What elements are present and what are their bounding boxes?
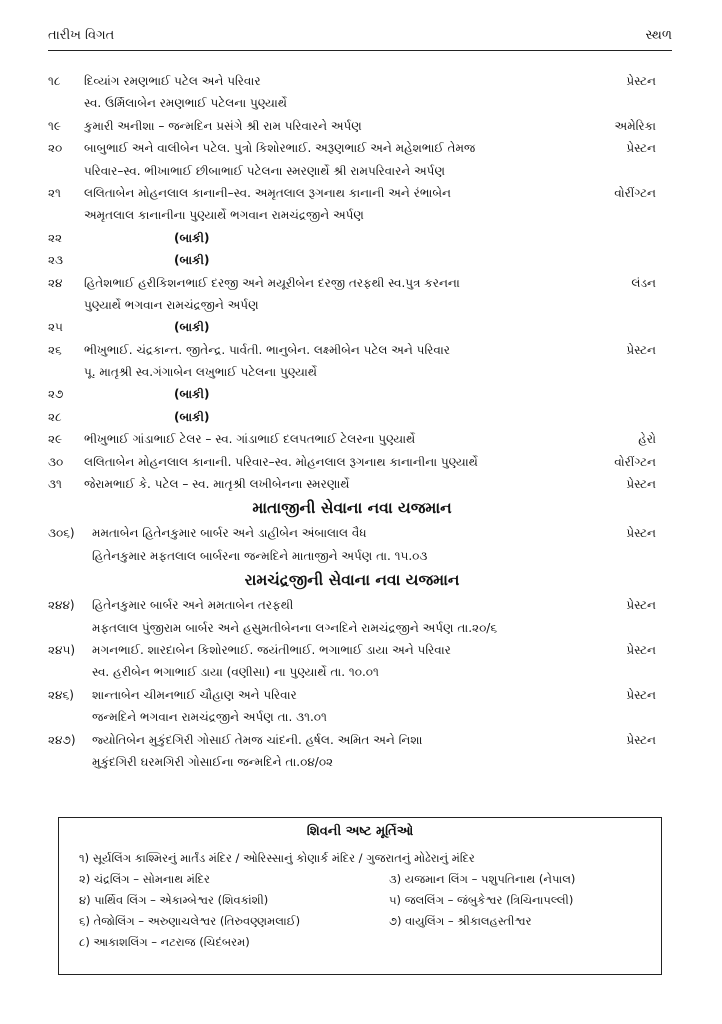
entry-text: જેરામભાઈ કે. પટેલ – સ્વ. માતૃશ્રી લખીબેનના સ્મરણાર્થે — [84, 477, 350, 492]
entry-number: ૨૫ — [48, 320, 63, 335]
entry-text: મુકુંદગિરી ઘરમગિરી ગોસાઈના જન્મદિને તા.૦૪/૦૨ — [92, 754, 334, 769]
entry-continuation — [48, 661, 656, 683]
entry-text: મગનભાઈ. શારદાબેન કિશોરભાઈ. જયંતીભાઈ. ભગાભાઈ ડાયા અને પરિવાર — [92, 642, 451, 657]
box-line-right: ૫) જલલિંગ – જંબુકેશ્વર (ત્રિચિનાપલ્લી) — [389, 893, 574, 907]
entry-text: લલિતાબેન મોહનલાલ કાનાની–સ્વ. અમૃતલાલ રૂગનાથ કાનાની અને રંભાબેન — [84, 185, 451, 200]
entry-text: ભીખુભાઈ ગાંડાભાઈ ટેલર – સ્વ. ગાંડાભાઈ દલપતભાઈ ટેલરના પુણ્યાર્થે — [84, 432, 416, 447]
entry-row — [48, 639, 656, 661]
header-place: સ્થળ — [645, 28, 672, 43]
entry-number: ૩૦૬) — [48, 526, 75, 541]
entry-row — [48, 406, 656, 428]
entry-row — [48, 684, 656, 706]
entry-number: ૧૯ — [48, 118, 61, 133]
entry-pending: (બાકી) — [174, 320, 210, 335]
entry-place: પ્રેસ્ટન — [626, 642, 656, 657]
box-line-right: ૭) વાયુલિંગ – શ્રીકાલહસ્તીશ્વર — [389, 914, 532, 928]
entry-text: કુમારી અનીશા – જન્મદિન પ્રસંગે શ્રી રામ પરિવારને અર્પણ — [84, 118, 362, 133]
entry-number: ૨૪૬) — [48, 687, 74, 702]
entry-row — [48, 451, 656, 473]
box-line-right: ૩) યજમાન લિંગ – પશુપતિનાથ (નેપાલ) — [389, 872, 576, 886]
entry-place: પ્રેસ્ટન — [626, 526, 656, 541]
entry-place: વોરીંગ્ટન — [614, 185, 656, 200]
entry-row — [48, 316, 656, 338]
entry-text: મફતલાલ પુંજીરામ બાર્બર અને હસુમતીબેનના લગ્નદિને રામચંદ્રજીને અર્પણ તા.૨૦/૬ — [92, 620, 498, 635]
entry-pending: (બાકી) — [174, 253, 210, 268]
entry-number: ૨૬ — [48, 342, 62, 357]
entry-continuation — [48, 160, 656, 182]
entry-number: ૨૭ — [48, 387, 64, 402]
entry-row — [48, 473, 656, 495]
entry-continuation — [48, 361, 656, 383]
entry-place: પ્રેસ્ટન — [626, 732, 656, 747]
entry-continuation — [48, 617, 656, 639]
box-line-left: ૨) ચંદ્રલિંગ – સોમનાથ મંદિર — [79, 872, 210, 886]
entry-row — [48, 182, 656, 204]
entry-place: પ્રેસ્ટન — [626, 74, 656, 88]
entry-text: સ્વ. હરીબેન ભગાભાઈ ડાયા (વણીસા) ના પુણ્યાર્થે તા. ૧૦.૦૧ — [92, 665, 379, 680]
box-line — [79, 848, 661, 869]
entry-place: હેરો — [638, 432, 656, 447]
entry-text: શાન્તાબેન ચીમનભાઈ ચૌહાણ અને પરિવાર — [92, 687, 297, 702]
entry-row — [48, 522, 656, 544]
entry-row — [48, 729, 656, 751]
entry-place: લંડન — [631, 275, 656, 290]
section-title: માતાજીની સેવાના નવા યજમાન — [252, 499, 452, 518]
entry-place: પ્રેસ્ટન — [626, 687, 656, 702]
entry-row — [48, 428, 656, 450]
entry-place: પ્રેસ્ટન — [626, 342, 656, 357]
entry-row — [48, 594, 656, 616]
entry-row — [48, 115, 656, 137]
column-header — [48, 28, 672, 43]
entry-continuation — [48, 204, 656, 226]
entry-number: ૨૪૭) — [48, 732, 76, 747]
box-line — [79, 932, 661, 953]
entry-number: ૨૧ — [48, 185, 61, 200]
entry-number: ૨૨ — [48, 230, 63, 245]
entry-number: ૧૮ — [48, 74, 61, 88]
box-line-left: ૬) તેજોલિંગ – અરુણાચલેશ્વર (તિરુવણ્ણમલાઈ) — [79, 914, 301, 928]
entry-row — [48, 383, 656, 405]
entry-place: પ્રેસ્ટન — [626, 477, 656, 492]
box-line — [79, 869, 661, 890]
entry-pending: (બાકી) — [174, 387, 210, 402]
entry-row — [48, 70, 656, 92]
entry-row — [48, 227, 656, 249]
entry-text: દિવ્યાંગ રમણભાઈ પટેલ અને પરિવાર — [84, 74, 261, 88]
entry-text: જન્મદિને ભગવાન રામચંદ્રજીને અર્પણ તા. ૩૧.૦૧ — [92, 710, 327, 725]
entry-text: પરિવાર–સ્વ. ભીખાભાઈ છીબાભાઈ પટેલના સ્મરણાર્થે શ્રી રામપરિવારને અર્પણ — [84, 163, 445, 178]
entry-continuation — [48, 294, 656, 316]
entry-text: પુણ્યાર્થે ભગવાન રામચંદ્રજીને અર્પણ — [84, 297, 259, 312]
entry-text: લલિતાબેન મોહનલાલ કાનાની. પરિવાર–સ્વ. મોહનલાલ રૂગનાથ કાનાનીના પુણ્યાર્થે — [84, 454, 478, 469]
entry-text: અમૃતલાલ કાનાનીના પુણ્યાર્થે ભગવાન રામચંદ્રજીને અર્પણ — [84, 208, 364, 223]
entry-number: ૨૪૫) — [48, 642, 76, 657]
entry-number: ૩૧ — [48, 477, 62, 492]
entry-place: પ્રેસ્ટન — [626, 141, 656, 156]
entry-number: ૨૩ — [48, 253, 64, 268]
shiva-murti-box — [58, 817, 662, 975]
entry-row — [48, 249, 656, 271]
entry-number: ૨૪૪) — [48, 598, 75, 613]
entry-place: અમેરિકા — [614, 118, 656, 133]
entry-text: હિતેનકુમાર બાર્બર અને મમતાબેન તરફથી — [92, 598, 294, 613]
entry-text: મમતાબેન હિતેનકુમાર બાર્બર અને ડાહીબેન અંબાલાલ વૈધ — [92, 526, 367, 541]
box-title: શિવની અષ્ટ મૂર્તિઓ — [306, 824, 414, 839]
box-line — [79, 911, 661, 932]
entry-text: સ્વ. ઉર્મિલાબેન રમણભાઈ પટેલના પુણ્યાર્થે — [84, 96, 287, 111]
box-line-text: ૮) આકાશલિંગ – નટરાજ (ચિદંબરમ) — [79, 935, 250, 949]
entry-text: હિતેનકુમાર મફતલાલ બાર્બરના જન્મદિને માતાજીને અર્પણ તા. ૧૫.૦૩ — [92, 548, 428, 563]
entry-number: ૨૮ — [48, 409, 62, 424]
entry-text: જ્યોતિબેન મુકુંદગિરી ગોસાઈ તેમજ ચાંદની. હર્ષલ. અમિત અને નિશા — [92, 732, 423, 747]
entry-continuation — [48, 706, 656, 728]
entry-text: બાબુભાઈ અને વાલીબેન પટેલ. પુત્રો કિશોરભાઈ. અરૂણભાઈ અને મહેશભાઈ તેમજ — [84, 141, 476, 156]
entry-pending: (બાકી) — [174, 230, 210, 245]
entry-row — [48, 339, 656, 361]
entry-number: ૨૪ — [48, 275, 63, 290]
box-line-left: ૪) પાર્થિવ લિંગ – એકામ્બેશ્વર (શિવકાંશી) — [79, 893, 269, 907]
entry-row — [48, 272, 656, 294]
entry-continuation — [48, 751, 656, 773]
box-line-text: ૧) સૂર્યલિંગ કાશ્મિરનું માર્તંડ મંદિર / ઓરિસ્સાનું કોણાર્ક મંદિર / ગુજરાતનું મોઢેરાનું મંદિર — [79, 851, 475, 865]
entry-text: પૂ. માતૃશ્રી સ્વ.ગંગાબેન લખુભાઈ પટેલના પુણ્યાર્થે — [84, 365, 317, 380]
box-line — [79, 890, 661, 911]
entry-continuation — [48, 545, 656, 567]
section-title: રામચંદ્રજીની સેવાના નવા યજમાન — [244, 571, 460, 590]
entry-number: ૨૯ — [48, 432, 63, 447]
entries-list — [48, 70, 656, 773]
header-divider — [48, 50, 672, 51]
entry-place: વોરીંગ્ટન — [614, 454, 656, 469]
header-date-detail: તારીખ વિગત — [48, 28, 115, 43]
entry-number: ૨૦ — [48, 141, 63, 156]
entry-row — [48, 137, 656, 159]
entry-pending: (બાકી) — [174, 409, 210, 424]
entry-text: હિતેશભાઈ હરીકિશનભાઈ દરજી અને મયૂરીબેન દરજી તરફથી સ્વ.પુત્ર કરનના — [84, 275, 460, 290]
entry-place: પ્રેસ્ટન — [626, 598, 656, 613]
entry-number: ૩૦ — [48, 454, 64, 469]
entry-continuation — [48, 92, 656, 114]
entry-text: ભીખુભાઈ. ચંદ્રકાન્ત. જીતેન્દ્ર. પાર્વતી. ભાનુબેન. લક્ષ્મીબેન પટેલ અને પરિવાર — [84, 342, 450, 357]
